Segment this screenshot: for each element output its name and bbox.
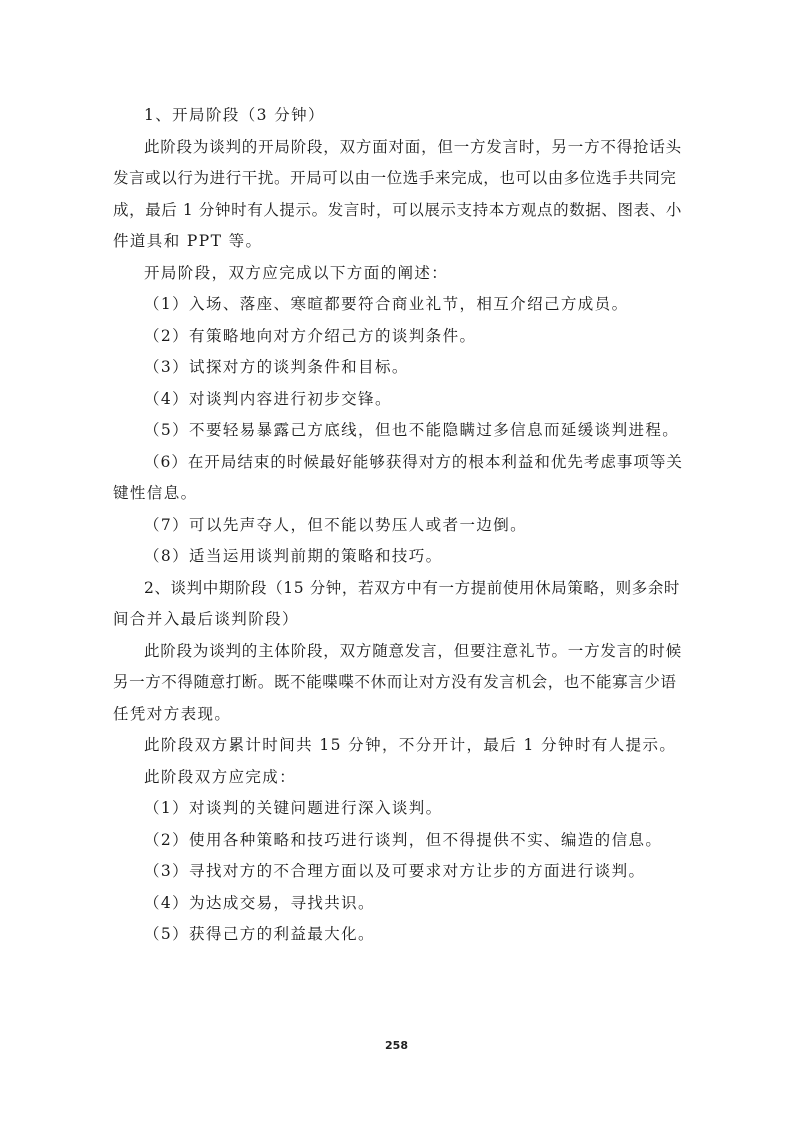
paragraph-line: 另一方不得随意打断。既不能喋喋不休而让对方没有发言机会，也不能寡言少语 (113, 673, 677, 691)
paragraph-line: 此阶段为谈判的主体阶段，双方随意发言，但要注意礼节。一方发言的时候 (144, 641, 682, 660)
list-item: （6）在开局结束的时候最好能够获得对方的根本利益和优先考虑事项等关 (144, 452, 683, 471)
list-item: （3）寻找对方的不合理方面以及可要求对方让步的方面进行谈判。 (144, 862, 646, 880)
list-item: （3）试探对方的谈判条件和目标。 (144, 358, 409, 376)
list-item-continuation: 键性信息。 (113, 484, 198, 502)
section-heading-middle: 2、谈判中期阶段（15 分钟，若双方中有一方提前使用休局策略，则多余时 (144, 578, 681, 597)
list-item: （4）为达成交易，寻找共识。 (144, 893, 375, 912)
paragraph-line: 开局阶段，双方应完成以下方面的阐述： (144, 263, 449, 282)
paragraph-line: 发言或以行为进行干扰。开局可以由一位选手来完成，也可以由多位选手共同完 (113, 169, 677, 187)
list-item: （1）入场、落座、寒暄都要符合商业礼节，相互介绍己方成员。 (144, 295, 629, 313)
paragraph-line: 任凭对方表现。 (113, 704, 232, 723)
page-number: 258 (385, 1039, 408, 1052)
document-body (113, 100, 683, 951)
list-item: （2）有策略地向对方介绍己方的谈判条件。 (144, 326, 477, 345)
list-item: （8）适当运用谈判前期的策略和技巧。 (144, 547, 443, 565)
list-item: （1）对谈判的关键问题进行深入谈判。 (144, 799, 443, 817)
paragraph-line: 件道具和 PPT 等。 (113, 232, 263, 250)
paragraph-line: 此阶段为谈判的开局阶段，双方面对面，但一方发言时，另一方不得抢话头 (144, 137, 682, 156)
list-item: （7）可以先声夺人，但不能以势压人或者一边倒。 (144, 515, 528, 534)
list-item: （5）不要轻易暴露己方底线，但也不能隐瞒过多信息而延缓谈判进程。 (144, 421, 680, 439)
list-item: （2）使用各种策略和技巧进行谈判，但不得提供不实、编造的信息。 (144, 830, 663, 849)
section-heading-opening: 1、开局阶段（3 分钟） (144, 106, 325, 124)
list-item: （4）对谈判内容进行初步交锋。 (144, 389, 392, 408)
paragraph-line: 此阶段双方累计时间共 15 分钟，不分开计，最后 1 分钟时有人提示。 (144, 736, 677, 754)
paragraph-line: 成，最后 1 分钟时有人提示。发言时，可以展示支持本方观点的数据、图表、小 (113, 200, 682, 219)
paragraph-line: 此阶段双方应完成： (144, 767, 297, 786)
list-item: （5）获得己方的利益最大化。 (144, 925, 375, 943)
section-heading-continuation: 间合并入最后谈判阶段） (113, 610, 299, 628)
